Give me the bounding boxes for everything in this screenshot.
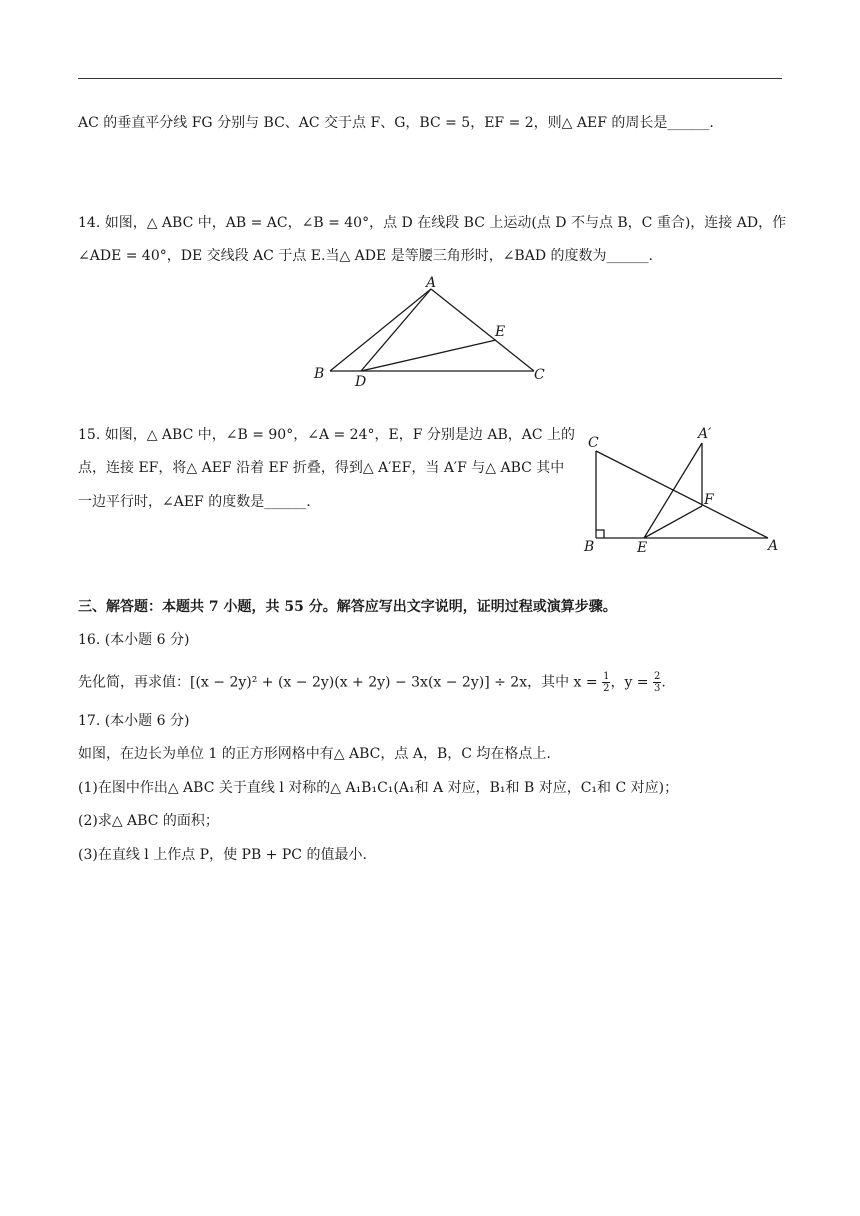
question-15-line-1: 15. 如图，△ ABC 中，∠B = 90°，∠A = 24°，E，F 分别是边 AB，AC 上的 (78, 427, 576, 443)
question-16-end: . (661, 674, 666, 691)
fraction-y-denominator: 3 (654, 683, 661, 694)
fraction-y-numerator: 2 (654, 671, 661, 682)
segment-AD (361, 289, 431, 371)
question-17-intro: 如图，在边长为单位 1 的正方形网格中有△ ABC，点 A，B，C 均在格点上. (78, 746, 551, 762)
label-F: F (704, 492, 714, 508)
fraction-x-numerator: 1 (603, 671, 610, 682)
label-C: C (588, 435, 599, 451)
question-15-line-3: 一边平行时，∠AEF 的度数是______. (78, 494, 311, 510)
section-3-heading: 三、解答题：本题共 7 小题，共 55 分。解答应写出文字说明，证明过程或演算步骤。 (78, 599, 617, 615)
right-angle-mark (596, 530, 604, 538)
question-16-expression: 先化简，再求值：[(x − 2y)² + (x − 2y)(x + 2y) − 3x(x − 2y)] ÷ 2x，其中 x = (78, 674, 603, 691)
label-E: E (637, 540, 648, 556)
label-A: A (426, 275, 437, 291)
question-16-mid: ，y = (610, 674, 653, 691)
label-B: B (314, 366, 325, 382)
segment-DE (361, 340, 496, 371)
question-17-header: 17. (本小题 6 分) (78, 713, 190, 729)
segment-CA (596, 451, 768, 538)
segment-EA-prime (644, 443, 702, 538)
label-B: B (584, 539, 595, 555)
question-16-text (78, 671, 666, 694)
question-16-header: 16. (本小题 6 分) (78, 632, 190, 648)
question-14-line-1: 14. 如图，△ ABC 中，AB = AC，∠B = 40°，点 D 在线段 BC 上运动(点 D 不与点 B，C 重合)，连接 AD，作 (78, 215, 787, 231)
label-A-prime: A′ (698, 426, 712, 442)
question-17-part-1: (1)在图中作出△ ABC 关于直线 l 对称的△ A₁B₁C₁(A₁和 A 对应，B₁和 B 对应，C₁和 C 对应)； (78, 780, 679, 796)
question-14-figure (300, 272, 560, 388)
header-rule (78, 78, 782, 79)
question-17-part-2: (2)求△ ABC 的面积； (78, 813, 219, 829)
label-D: D (355, 374, 367, 388)
fraction-x-denominator: 2 (603, 683, 610, 694)
label-C: C (534, 367, 545, 383)
question-15-line-2: 点，连接 EF，将△ AEF 沿着 EF 折叠，得到△ A′EF，当 A′F 与△ ABC 其中 (78, 460, 565, 476)
question-14-line-2: ∠ADE = 40°，DE 交线段 AC 于点 E.当△ ADE 是等腰三角形时，∠BAD 的度数为______. (78, 248, 653, 264)
question-13-tail: AC 的垂直平分线 FG 分别与 BC、AC 交于点 F、G，BC = 5，EF = 2，则△ AEF 的周长是______. (78, 115, 714, 131)
question-15-figure (578, 420, 788, 560)
segment-EF (644, 506, 702, 538)
label-E: E (495, 324, 506, 340)
question-17-part-3: (3)在直线 l 上作点 P，使 PB + PC 的值最小. (78, 847, 367, 863)
label-A: A (768, 538, 779, 554)
segment-AC (431, 289, 534, 371)
